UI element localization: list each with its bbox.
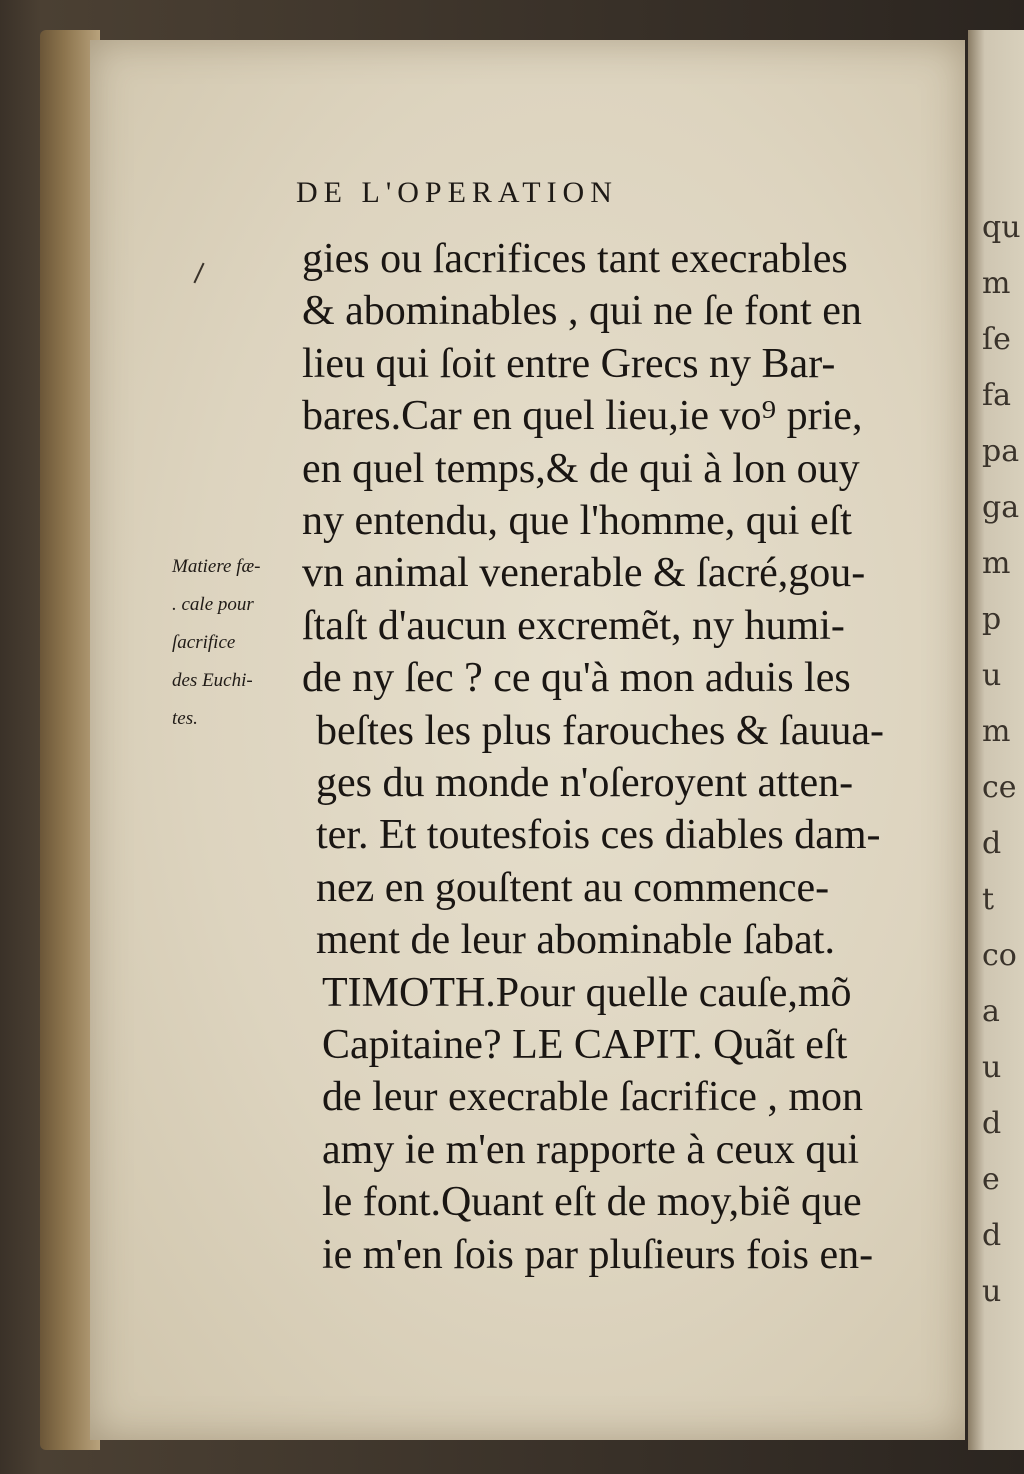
margin-note-line: des Euchi- [172,670,253,691]
text-line: Capitaine? LE CAPIT. Quãt eſt [322,1022,848,1068]
margin-note-line: . cale pour [172,594,254,615]
facing-page-fragment: pa [982,434,1020,469]
text-line: bares.Car en quel lieu,ie vo⁹ prie, [302,393,863,440]
facing-page-fragment: co [982,938,1017,973]
margin-note-line: ſacrifice [172,632,236,653]
facing-page-text-fragments [968,30,1024,1450]
text-line: en quel temps,& de qui à lon ouy [302,445,860,492]
facing-page-edge [968,30,1024,1450]
facing-page-fragment: e [982,1162,1000,1197]
facing-page-fragment: a [982,994,1000,1029]
facing-page-fragment: u [982,658,1002,693]
facing-page-fragment: u [982,1274,1002,1309]
text-line: TIMOTH.Pour quelle cauſe,mõ [322,969,852,1016]
text-line: ment de leur abominable ſabat. [316,917,835,964]
text-line: ny entendu, que l'homme, qui eſt [302,498,852,544]
facing-page-fragment: d [982,1106,1002,1141]
text-line: lieu qui ſoit entre Grecs ny Bar- [302,340,836,387]
running-head: DE L'OPERATION [296,176,618,209]
facing-page-fragment: ce [982,770,1017,805]
facing-page-fragment: ſe [982,322,1011,357]
text-line: le font.Quant eſt de moy,biẽ que [322,1179,862,1226]
text-line: & abominables , qui ne ſe font en [302,288,862,335]
facing-page-fragment: t [982,882,995,917]
text-line: vn animal venerable & ſacré,gou- [302,550,866,597]
text-line: beſtes les plus farouches & ſauua- [316,707,884,754]
text-line: ie m'en ſois par pluſieurs fois en- [322,1231,874,1278]
facing-page-fragment: d [982,826,1002,861]
text-line: de leur execrable ſacrifice , mon [322,1074,864,1121]
facing-page-fragment: ga [982,490,1020,525]
text-line: ter. Et toutesfois ces diables dam- [316,812,881,859]
text-line: amy ie m'en rapporte à ceux qui [322,1126,860,1173]
facing-page-fragment: qu [982,210,1021,245]
facing-page-fragment: m [982,266,1011,301]
text-line: ges du monde n'oſeroyent atten- [316,760,854,806]
text-line: gies ou ſacrifices tant execrables [302,236,848,282]
text-line: ſtaſt d'aucun excremẽt, ny humi- [302,602,845,649]
facing-page-fragment: fa [982,378,1011,413]
facing-page-fragment: u [982,1050,1002,1085]
facing-page-fragment: m [982,714,1011,749]
facing-page-fragment: d [982,1218,1002,1253]
facing-page-fragment: p [982,602,1002,637]
margin-note [172,548,300,738]
margin-note-line: Matiere fæ- [172,556,261,577]
facing-page-fragment: m [982,546,1011,581]
text-line: nez en gouſtent au commence- [316,864,830,911]
text-line: de ny ſec ? ce qu'à mon aduis les [302,655,851,702]
margin-note-line: tes. [172,708,198,729]
